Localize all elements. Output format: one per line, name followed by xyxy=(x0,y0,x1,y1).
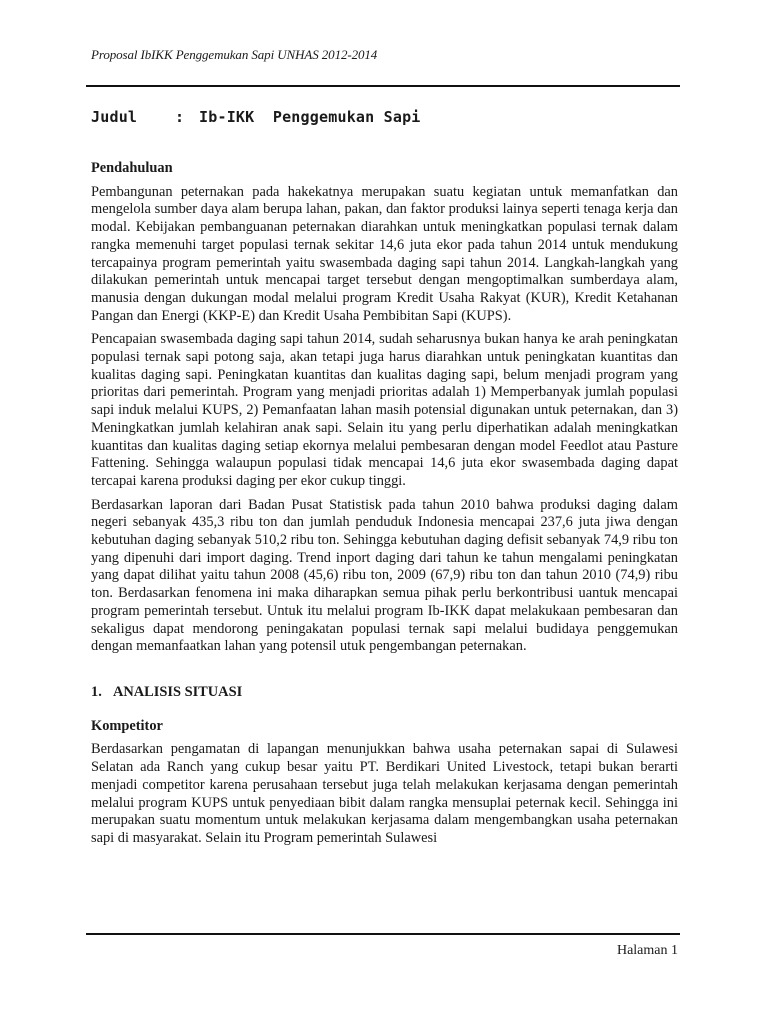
footer-rule xyxy=(86,933,680,935)
intro-paragraph-1: Pembangunan peternakan pada hakekatnya merupakan suatu kegiatan untuk memanfatkan dan mengelola sumber daya alam berupa lahan, pakan, dan faktor produksi lainya seperti tenaga kerja dan modal. Kebijakan pembanguanan peternakan diarahkan untuk meningkatkan populasi ternak dalam rangka memenuhi target populasi ternak sekitar 14,6 juta ekor pada tahun 2014 untuk mendukung tercapainya program pemerintah yaitu swasembada daging sapi tahun 2014. Langkah-langkah yang dilakukan pemerintah untuk mencapai target tersebut dengan mengoptimalkan sumberdaya alam, manusia dengan dukungan modal melalui program Kredit Usaha Rakyat (KUR), Kredit Ketahanan Pangan dan Energi (KKP-E) dan Kredit Usaha Pembibitan Sapi (KUPS). xyxy=(91,183,678,324)
intro-heading: Pendahuluan xyxy=(91,160,173,176)
section-1-heading xyxy=(91,684,678,702)
section-1-title: ANALISIS SITUASI xyxy=(113,683,243,700)
title-value: Ib-IKK Penggemukan Sapi xyxy=(199,108,421,126)
title-label: Judul xyxy=(91,108,138,126)
competitor-heading: Kompetitor xyxy=(91,717,163,734)
section-1-number: 1. xyxy=(91,683,102,700)
competitor-paragraph: Berdasarkan pengamatan di lapangan menunjukkan bahwa usaha peternakan sapai di Sulawesi Selatan ada Ranch yang cukup besar yaitu PT. Berdikari United Livestock, tetapi bukan berarti menjadi competitor karena perusahaan tersebut juga telah melakukan kerjasama dengan pemerintah melalui program KUPS untuk penyediaan bibit dalam rangka mensuplai peternak kecil. Sehingga ini merupakan suatu momentum untuk melakukan kerjasama dalam mengembangkan usaha peternakan sapi di masyarakat. Selain itu Program pemerintah Sulawesi xyxy=(91,741,678,846)
page-number: Halaman 1 xyxy=(616,943,678,958)
intro-paragraph-3: Berdasarkan laporan dari Badan Pusat Statistisk pada tahun 2010 bahwa produksi daging dalam negeri sebanyak 435,3 ribu ton dan jumlah penduduk Indonesia mencapai 237,6 juta jiwa dengan kebutuhan daging sebanyak 510,2 ribu ton. Sehingga kebutuhan daging defisit sebanyak 74,9 ribu ton yang dipenuhi dari import daging. Trend inport daging dari tahun ke tahun mengalami peningkatan yang dapat dilihat yaitu tahun 2008 (45,6) ribu ton, 2009 (67,9) ribu ton dan tahun 2010 (74,9) ribu ton. Berdasarkan fenomena ini maka diharapkan semua pihak perlu berkontribusi uantuk mencapai program pemerintah tersebut. Untuk itu melalui program Ib-IKK dapat melakukaan pembesaran dan sekaligus dapat mendorong peningakatan populasi ternak sapi melalui budidaya penggemukan dengan memanfaatkan lahan yang potensil utuk pengembangan peternakan. xyxy=(91,496,678,655)
section-spacer xyxy=(91,662,678,684)
running-header: Proposal IbIKK Penggemukan Sapi UNHAS 2012-2014 xyxy=(91,47,378,62)
intro-paragraph-2: Pencapaian swasembada daging sapi tahun 2014, sudah seharusnya bukan hanya ke arah peningkatan populasi ternak sapi potong saja, akan tetapi juga harus diarahkan untuk peningkatan kuantitas dan kualitas daging sapi. Peningkatan kuantitas dan kualitas daging sapi, belum menjadi program yang prioritas dari pemerintah. Program yang menjadi prioritas adalah 1) Memperbanyak jumlah populasi sapi induk melalui KUPS, 2) Pemanfaatan lahan masih potensial digunakan untuk peternakan, dan 3) Meningkatkan jumlah kelahiran anak sapi. Selain itu yang perlu diperhatikan adalah meningkatkan kuantitas dan kualitas daging setiap ekornya melalui pembesaran dengan model Feedlot atau Pasture Fattening. Sehingga walaupun populasi tidak mencapai 14,6 juta ekor swasembada daging dapat tercapai karena produksi daging per ekor cukup tinggi. xyxy=(91,331,678,489)
document-body xyxy=(91,160,678,854)
title-separator: : xyxy=(175,108,185,126)
header-rule xyxy=(86,85,680,87)
document-title xyxy=(91,108,421,126)
